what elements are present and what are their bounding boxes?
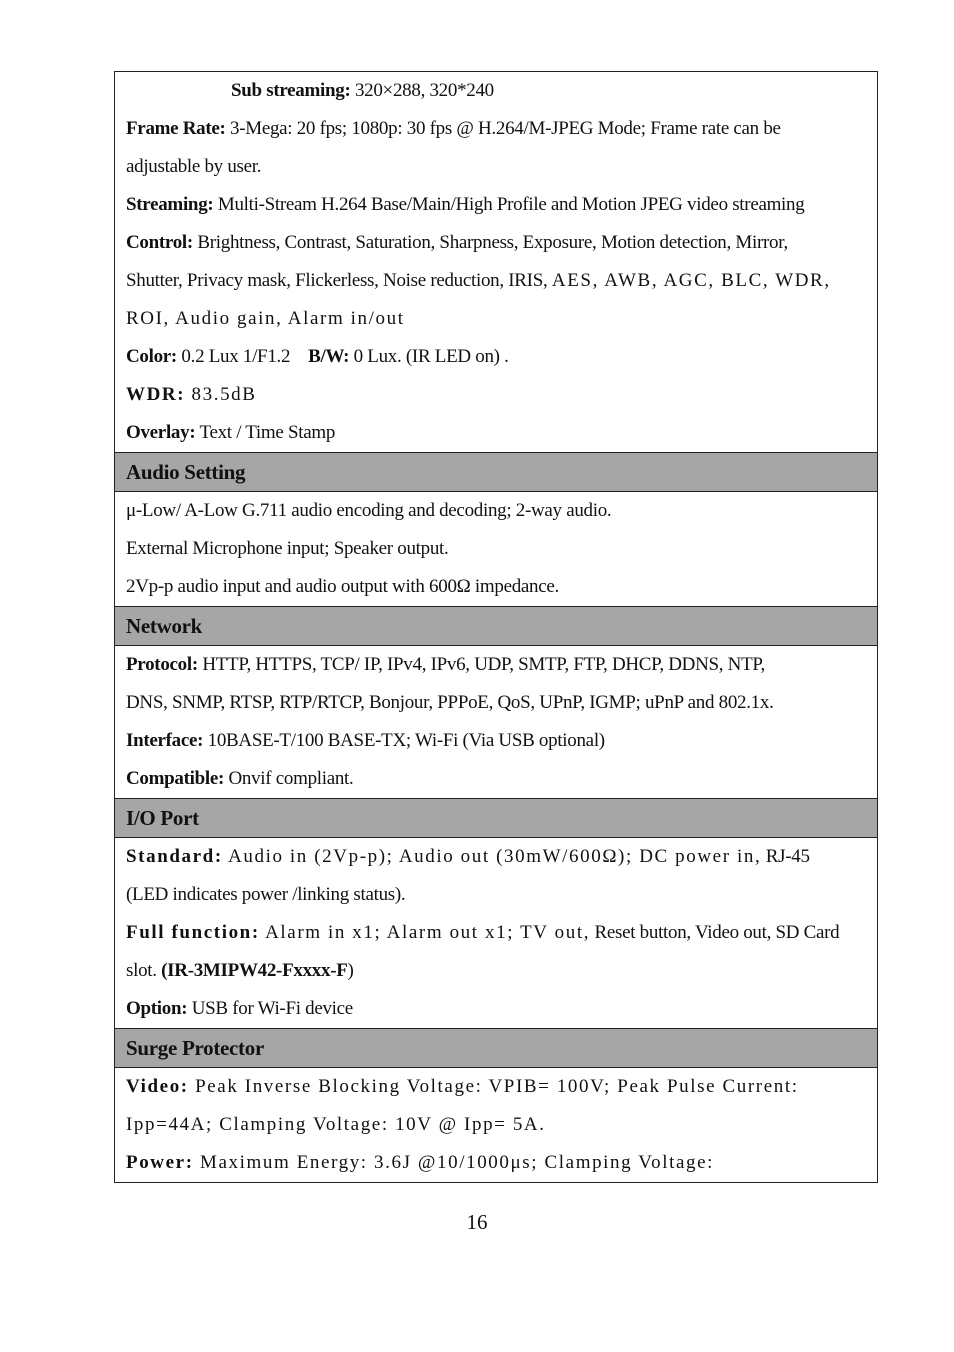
audio-line: 2Vp-p audio input and audio output with 600Ω impedance. bbox=[126, 576, 559, 597]
model-number: (IR-3MIPW42-Fxxxx-F bbox=[161, 960, 348, 981]
interface-label: Interface: bbox=[126, 730, 204, 751]
full-function-continuation bbox=[126, 952, 866, 990]
io-port-header: I/O Port bbox=[115, 798, 877, 838]
option-row bbox=[126, 990, 866, 1028]
frame-rate-continuation: adjustable by user. bbox=[126, 156, 262, 177]
io-section bbox=[115, 838, 877, 1028]
frame-rate-row bbox=[126, 110, 866, 148]
wdr-value: 83.5dB bbox=[185, 384, 257, 405]
color-row bbox=[126, 338, 866, 376]
streaming-row bbox=[126, 186, 866, 224]
streaming-label: Streaming: bbox=[126, 194, 214, 215]
bw-label: B/W: bbox=[308, 346, 350, 367]
compatible-value: Onvif compliant. bbox=[224, 768, 354, 789]
compatible-label: Compatible: bbox=[126, 768, 225, 789]
network-header: Network bbox=[115, 606, 877, 646]
wdr-row bbox=[126, 376, 866, 414]
overlay-row bbox=[126, 414, 866, 452]
closing-paren: ) bbox=[347, 960, 354, 981]
audio-line: External Microphone input; Speaker output. bbox=[126, 538, 449, 559]
protocol-label: Protocol: bbox=[126, 654, 198, 675]
frame-rate-value: 3-Mega: 20 fps; 1080p: 30 fps @ H.264/M-JPEG Mode; Frame rate can be bbox=[225, 118, 781, 139]
frame-rate-label: Frame Rate: bbox=[126, 118, 226, 139]
surge-protector-header: Surge Protector bbox=[115, 1028, 877, 1068]
control-row bbox=[126, 224, 866, 262]
wdr-label: WDR: bbox=[126, 384, 186, 405]
interface-value: 10BASE-T/100 BASE-TX; Wi-Fi (Via USB optional) bbox=[203, 730, 605, 751]
color-value: 0.2 Lux 1/F1.2 bbox=[176, 346, 291, 367]
overlay-value: Text / Time Stamp bbox=[195, 422, 336, 443]
control-line-2a: Shutter, Privacy mask, Flickerless, Noise reduction, IRIS, bbox=[126, 270, 552, 291]
protocol-continuation: DNS, SNMP, RTSP, RTP/RTCP, Bonjour, PPPoE, QoS, UPnP, IGMP; uPnP and 802.1x. bbox=[126, 692, 774, 713]
standard-row bbox=[126, 838, 866, 876]
video-continuation: Ipp=44A; Clamping Voltage: 10V @ Ipp= 5A. bbox=[126, 1114, 546, 1135]
page-number: 16 bbox=[466, 1210, 488, 1234]
power-value: Maximum Energy: 3.6J @10/1000μs; Clamping Voltage: bbox=[193, 1152, 715, 1173]
control-line-3: ROI, Audio gain, Alarm in/out bbox=[126, 308, 405, 329]
overlay-label: Overlay: bbox=[126, 422, 196, 443]
audio-line: μ-Low/ A-Low G.711 audio encoding and decoding; 2-way audio. bbox=[126, 500, 612, 521]
control-line-2 bbox=[126, 262, 866, 300]
standard-label: Standard: bbox=[126, 846, 223, 867]
compatible-row bbox=[126, 760, 866, 798]
video-value: Peak Inverse Blocking Voltage: VPIB= 100V; Peak Pulse Current: bbox=[188, 1076, 799, 1097]
power-label: Power: bbox=[126, 1152, 194, 1173]
network-section bbox=[115, 646, 877, 798]
full-function-label: Full function: bbox=[126, 922, 260, 943]
video-row bbox=[126, 1068, 866, 1106]
slot-text: slot. bbox=[126, 960, 162, 981]
power-row bbox=[126, 1144, 866, 1182]
control-line-2b: AES, AWB, AGC, BLC, WDR, bbox=[551, 270, 831, 291]
full-function-row bbox=[126, 914, 866, 952]
control-value: Brightness, Contrast, Saturation, Sharpness, Exposure, Motion detection, Mirror, bbox=[192, 232, 788, 253]
protocol-value: HTTP, HTTPS, TCP/ IP, IPv4, IPv6, UDP, SMTP, FTP, DHCP, DDNS, NTP, bbox=[197, 654, 766, 675]
audio-section bbox=[115, 492, 877, 606]
control-label: Control: bbox=[126, 232, 193, 253]
interface-row bbox=[126, 722, 866, 760]
option-label: Option: bbox=[126, 998, 188, 1019]
standard-value: Audio in (2Vp-p); Audio out (30mW/600Ω); DC power in, bbox=[222, 846, 762, 867]
audio-setting-header: Audio Setting bbox=[115, 452, 877, 492]
video-section bbox=[115, 72, 877, 452]
full-function-value: Alarm in x1; Alarm out x1; TV out, bbox=[259, 922, 591, 943]
sub-streaming-label: Sub streaming: bbox=[231, 80, 351, 101]
video-label: Video: bbox=[126, 1076, 189, 1097]
standard-continuation: (LED indicates power /linking status). bbox=[126, 884, 406, 905]
protocol-row bbox=[126, 646, 866, 684]
surge-section bbox=[115, 1068, 877, 1182]
option-value: USB for Wi-Fi device bbox=[187, 998, 353, 1019]
spec-table bbox=[114, 71, 878, 1183]
full-function-value-b: Reset button, Video out, SD Card bbox=[590, 922, 840, 943]
bw-value: 0 Lux. (IR LED on) . bbox=[349, 346, 509, 367]
sub-streaming-row bbox=[126, 72, 866, 110]
streaming-value: Multi-Stream H.264 Base/Main/High Profile and Motion JPEG video streaming bbox=[213, 194, 805, 215]
color-label: Color: bbox=[126, 346, 177, 367]
standard-value-b: RJ-45 bbox=[761, 846, 810, 867]
sub-streaming-value: 320×288, 320*240 bbox=[350, 80, 494, 101]
